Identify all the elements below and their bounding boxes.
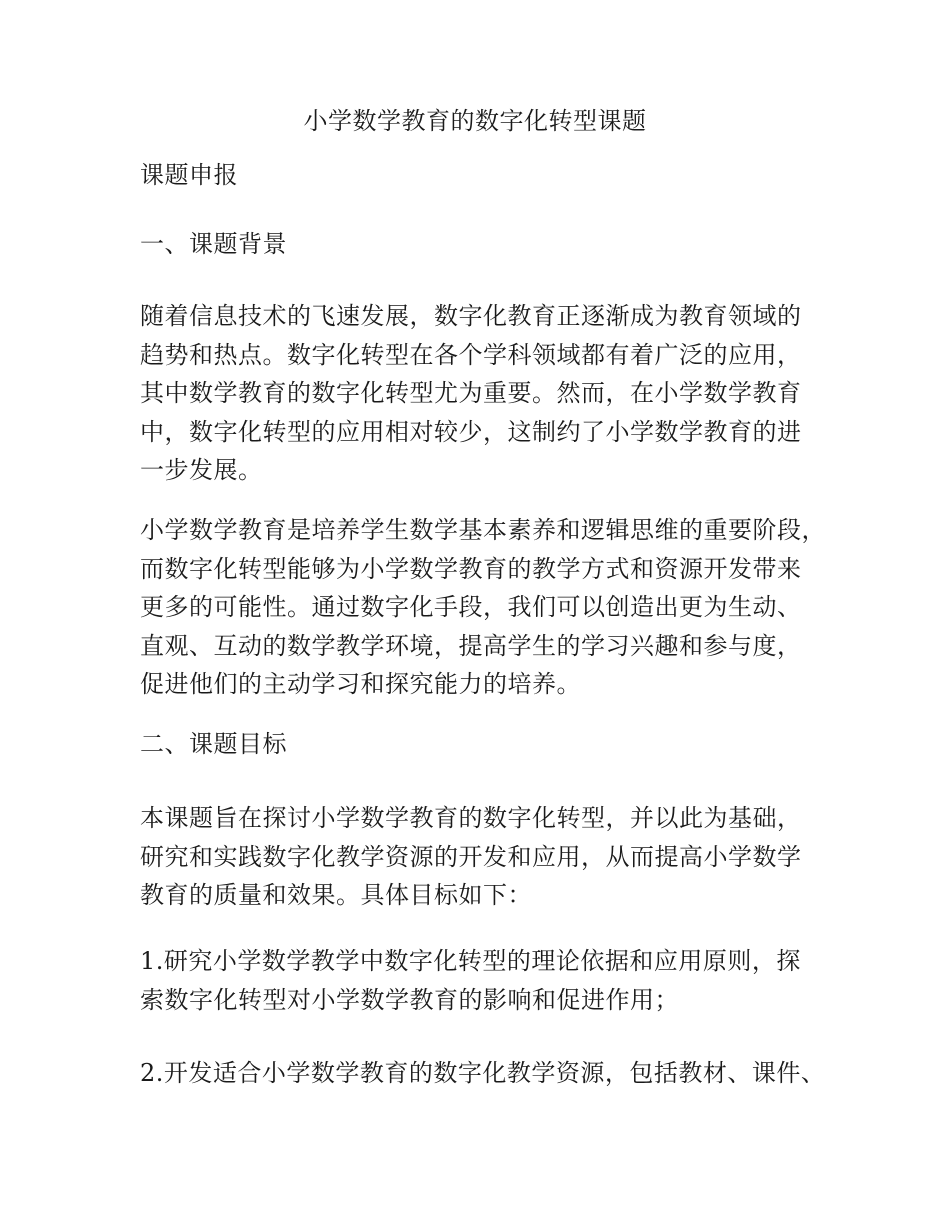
paragraph-background-2 (140, 511, 826, 704)
text-line: 小学数学教育是培养学生数学基本素养和逻辑思维的重要阶段， (140, 516, 826, 544)
text-line: 本课题旨在探讨小学数学教育的数字化转型，并以此为基础， (140, 804, 802, 832)
goal-item-1 (140, 942, 820, 1019)
text-line: 趋势和热点。数字化转型在各个学科领域都有着广泛的应用， (140, 340, 802, 369)
subtitle-text: 课题申报 (140, 161, 238, 189)
text-line: 促进他们的主动学习和探究能力的培养。 (140, 670, 581, 698)
text-line: 教育的质量和效果。具体目标如下： (140, 881, 532, 909)
text-line: 索数字化转型对小学数学教育的影响和促进作用； (140, 985, 679, 1014)
heading-text: 一、课题背景 (140, 230, 287, 258)
paragraph-background-1 (140, 297, 820, 490)
text-line: 研究和实践数字化教学资源的开发和应用，从而提高小学数学 (140, 842, 802, 871)
document-title: 小学数学教育的数字化转型课题 (303, 107, 647, 135)
text-line: 1.研究小学数学教学中数字化转型的理论依据和应用原则，探 (140, 947, 801, 975)
text-line: 中，数字化转型的应用相对较少，这制约了小学数学教育的进 (140, 417, 802, 446)
section-heading-goals (140, 725, 820, 764)
text-line: 随着信息技术的飞速发展，数字化教育正逐渐成为教育领域的 (140, 302, 802, 330)
text-line: 一步发展。 (140, 456, 263, 484)
text-line: 更多的可能性。通过数字化手段，我们可以创造出更为生动、 (140, 593, 802, 621)
text-line: 直观、互动的数学教学环境，提高学生的学习兴趣和参与度， (140, 631, 802, 660)
section-heading-background (140, 225, 820, 264)
document-subtitle (140, 156, 820, 195)
text-line: 而数字化转型能够为小学数学教育的教学方式和资源开发带来 (140, 554, 802, 583)
paragraph-goals-intro (140, 799, 820, 915)
goal-item-2 (140, 1054, 826, 1093)
text-line: 其中数学教育的数字化转型尤为重要。然而，在小学数学教育 (140, 379, 802, 407)
heading-text: 二、课题目标 (140, 730, 287, 758)
text-line: 2.开发适合小学数学教育的数字化教学资源，包括教材、课件、 (140, 1059, 826, 1087)
